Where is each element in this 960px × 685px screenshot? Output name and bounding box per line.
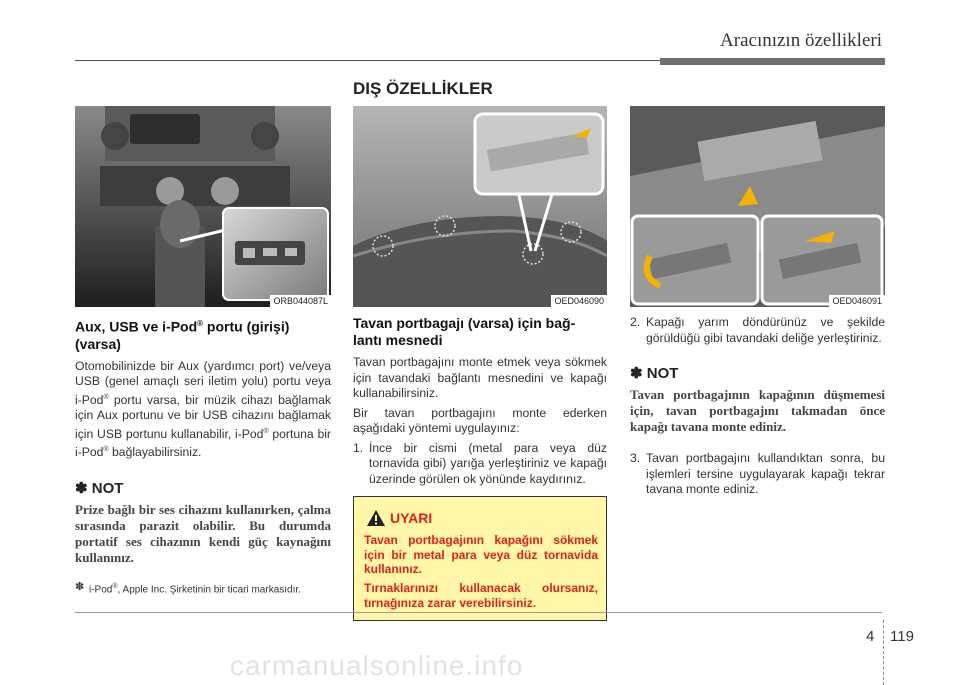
note-title: ✽ NOT <box>630 365 679 382</box>
step-2: 2. Kapağı yarım döndürünüz ve şekilde görüldüğü gibi tavandaki deliğe yerleştiriniz. <box>630 315 885 345</box>
footer-rule <box>75 612 882 613</box>
figure-code: OED046091 <box>829 295 885 307</box>
figure-aux-usb-console <box>75 106 331 307</box>
column-2 <box>353 315 607 487</box>
section-title: DIŞ ÖZELLİKLER <box>353 79 493 98</box>
warning-text-1: Tavan portbagajının kapağını sökmek için bir metal para veya düz tornavida kullanınız. <box>364 533 598 576</box>
header-rule <box>75 60 660 61</box>
roof-illustration <box>353 106 607 307</box>
header-bar <box>660 58 885 65</box>
column-3 <box>630 315 885 498</box>
roof-mount-heading: Tavan portbagajı (varsa) için bağ- lantı mesnedi <box>353 315 576 348</box>
watermark: carmanualsonline.info <box>230 650 524 681</box>
page-number: 119 <box>890 628 914 645</box>
page-divider <box>883 620 885 685</box>
note-text: Prize bağlı bir ses cihazını kullanırken, çalma sırasında parazit olabilir. Bu durumda portatif ses cihazının kendi güç kaynağını kullanınız. <box>75 501 331 565</box>
note-text: Tavan portbagajının kapağının düşmemesi için, tavan portbagajını takmadan önce kapağı tavana monte ediniz. <box>630 387 885 434</box>
aux-usb-paragraph: Otomobilinizde bir Aux (yardımcı port) ve/veya USB (genel amaçlı seri iletim yolu) portu veya i-Pod® portu varsa, bir müzik cihazı bağlamak için Aux portunu ve bir USB cihazını bağlamak için USB portunu kullanabilir, i-Pod® portuna bir i-Pod® bağlayabilirsiniz. <box>75 358 331 460</box>
step-1: 1. İnce bir cismi (metal para veya düz tornavida gibi) yarığa yerleştiriniz ve kapağı üzerinde görülen ok yönünde kaydırınız. <box>353 440 607 486</box>
roof-mount-intro: Tavan portbagajını monte etmek veya sökmek için tavandaki bağlantı mesnedini ve kapağı kullanabilirsiniz. <box>353 355 607 400</box>
figure-cover-rotation <box>630 106 885 307</box>
trademark-footnote: ✽ i-Pod®, Apple Inc. Şirketinin bir ticari markasıdır. <box>75 580 301 596</box>
warning-icon <box>366 509 386 527</box>
cover-illustration <box>630 106 885 307</box>
roof-mount-method: Bir tavan portbagajını monte ederken aşağıdaki yöntemi uygulayınız: <box>353 405 607 435</box>
aux-usb-heading: Aux, USB ve i-Pod® portu (girişi) (varsa) <box>75 318 290 352</box>
chapter-number: 4 <box>866 628 875 645</box>
note-title: ✽ NOT <box>75 479 124 497</box>
warning-title: UYARI <box>390 510 433 526</box>
figure-code: OED046090 <box>551 295 607 307</box>
running-header-title: Aracınızın özellikleri <box>720 30 882 51</box>
figure-roof-mount <box>353 106 607 307</box>
step-3: 3. Tavan portbagajını kullandıktan sonra, bu işlemleri tersine uygulayarak kapağı tekrar tavana monte ediniz. <box>630 451 885 496</box>
warning-box <box>353 496 607 621</box>
figure-code: ORB044087L <box>270 295 331 307</box>
console-illustration <box>75 106 331 307</box>
warning-text-2: Tırnaklarınızı kullanacak olursanız, tırnağınıza zarar verebilirsiniz. <box>364 581 598 610</box>
column-1 <box>75 315 331 597</box>
